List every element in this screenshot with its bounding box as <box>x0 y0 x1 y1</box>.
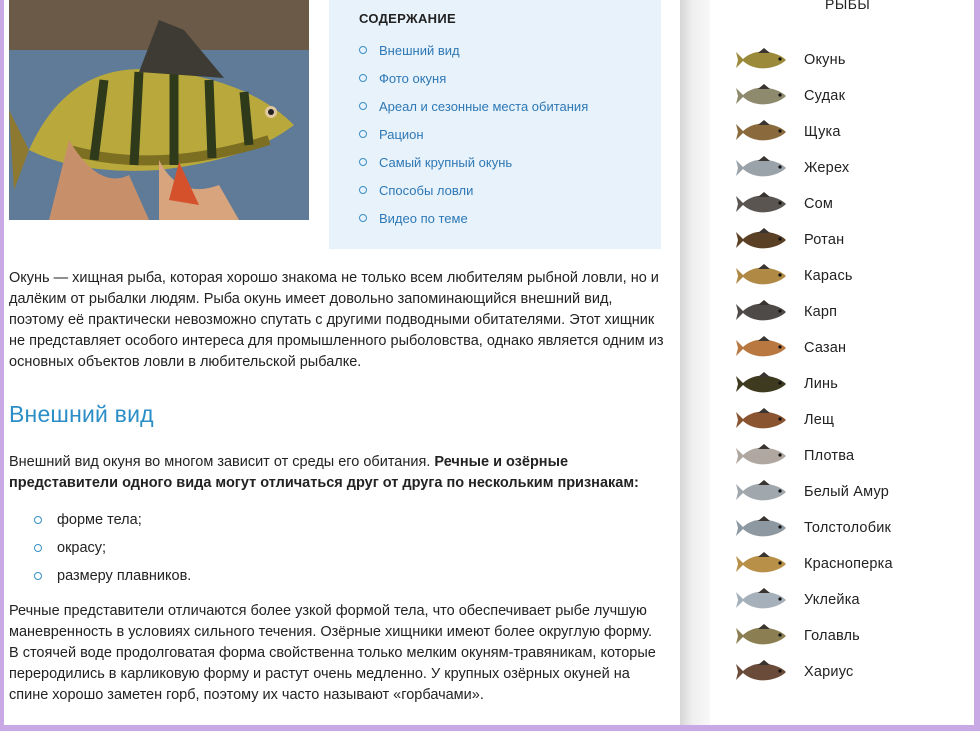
table-of-contents <box>329 0 661 249</box>
appearance-bold-text: Речные и озёрные представители одного вида могут отличаться друг от друга по нескольким признакам: <box>9 454 639 491</box>
fish-name-link[interactable]: Линь <box>804 376 838 392</box>
toc-link[interactable]: Способы ловли <box>379 182 474 198</box>
river-lake-paragraph: Речные представители отличаются более узкой формой тела, что обеспечивает рыбе лучшую маневренность в условиях сильного течения. Озёрные хищники имеют более округлую форму. В стоячей воде продолговатая форма свойственна только мелким окуням-травяникам, которые переродились в карликовую форму и растут очень медленно. У крупных озёрных окуней на спине хорошо заметен горб, поэтому их часто называют «горбачами». <box>9 603 656 703</box>
fish-name-link[interactable]: Толстолобик <box>804 520 892 536</box>
circle-bullet-icon <box>34 544 42 552</box>
fish-icon[interactable] <box>734 81 790 111</box>
circle-bullet-icon <box>359 158 367 166</box>
fish-name-link[interactable]: Сом <box>804 196 834 212</box>
frame-border <box>974 0 980 731</box>
toc-link[interactable]: Самый крупный окунь <box>379 154 513 170</box>
sidebar-item-fish[interactable] <box>734 258 893 294</box>
fish-name-link[interactable]: Сазан <box>804 340 847 356</box>
circle-bullet-icon <box>359 46 367 54</box>
perch-photo-illustration <box>9 0 309 220</box>
toc-item-video[interactable] <box>359 204 588 232</box>
fish-icon[interactable] <box>734 657 790 687</box>
fish-icon[interactable] <box>734 261 790 291</box>
fish-name-link[interactable]: Уклейка <box>804 592 860 608</box>
fish-icon[interactable] <box>734 549 790 579</box>
fish-icon[interactable] <box>734 297 790 327</box>
perch-photo <box>9 0 309 220</box>
article-main <box>4 0 680 725</box>
fish-list <box>734 42 893 690</box>
toc-item-methods[interactable] <box>359 176 588 204</box>
fish-icon[interactable] <box>734 189 790 219</box>
fish-name-link[interactable]: Судак <box>804 88 846 104</box>
toc-link[interactable]: Фото окуня <box>379 70 447 86</box>
circle-bullet-icon <box>359 186 367 194</box>
sidebar-item-fish[interactable] <box>734 618 893 654</box>
fish-name-link[interactable]: Хариус <box>804 664 854 680</box>
sidebar-item-fish[interactable] <box>734 366 893 402</box>
sidebar-item-fish[interactable] <box>734 294 893 330</box>
fish-name-link[interactable]: Лещ <box>804 412 835 428</box>
list-item <box>34 562 191 590</box>
list-item-text: форме тела; <box>57 512 142 528</box>
sidebar-item-fish[interactable] <box>734 150 893 186</box>
toc-link[interactable]: Рацион <box>379 126 424 142</box>
sidebar-item-fish[interactable] <box>734 330 893 366</box>
fish-name-link[interactable]: Красноперка <box>804 556 893 572</box>
toc-link[interactable]: Внешний вид <box>379 42 460 58</box>
intro-paragraph: Окунь — хищная рыба, которая хорошо знакома не только всем любителям рыбной ловли, но и далёким от рыбалки людям. Рыба окунь имеет довольно запоминающийся внешний вид, поэтому её практически невозможно спутать с другими подводными обитателями. Этот хищник не представляет особого интереса для промышленного рыболовства, однако является одним из основных объектов ловли в любительской рыбалке. <box>9 270 664 370</box>
sidebar-item-fish[interactable] <box>734 222 893 258</box>
list-item-text: размеру плавников. <box>57 568 192 584</box>
sidebar-item-fish[interactable] <box>734 654 893 690</box>
fish-icon[interactable] <box>734 117 790 147</box>
sidebar-item-fish[interactable] <box>734 546 893 582</box>
fish-name-link[interactable]: Плотва <box>804 448 855 464</box>
frame-border <box>0 725 980 731</box>
fish-name-link[interactable]: Щука <box>804 124 841 140</box>
fish-icon[interactable] <box>734 369 790 399</box>
sidebar-title: РЫБЫ <box>825 0 871 12</box>
toc-list <box>359 36 588 232</box>
circle-bullet-icon <box>359 102 367 110</box>
column-divider <box>680 0 710 725</box>
circle-bullet-icon <box>359 214 367 222</box>
fish-sidebar <box>710 0 974 725</box>
toc-item-appearance[interactable] <box>359 36 588 64</box>
fish-icon[interactable] <box>734 45 790 75</box>
toc-item-photo[interactable] <box>359 64 588 92</box>
fish-name-link[interactable]: Ротан <box>804 232 845 248</box>
circle-bullet-icon <box>34 572 42 580</box>
toc-title: СОДЕРЖАНИЕ <box>359 11 456 26</box>
fish-icon[interactable] <box>734 585 790 615</box>
appearance-text: Внешний вид окуня во многом зависит от среды его обитания. <box>9 454 435 470</box>
toc-item-diet[interactable] <box>359 120 588 148</box>
toc-link[interactable]: Ареал и сезонные места обитания <box>379 98 589 114</box>
list-item-text: окрасу; <box>57 540 107 556</box>
toc-link[interactable]: Видео по теме <box>379 210 468 226</box>
sidebar-item-fish[interactable] <box>734 474 893 510</box>
fish-name-link[interactable]: Белый Амур <box>804 484 890 500</box>
sidebar-item-fish[interactable] <box>734 114 893 150</box>
fish-name-link[interactable]: Карп <box>804 304 838 320</box>
sidebar-item-fish[interactable] <box>734 438 893 474</box>
toc-item-largest[interactable] <box>359 148 588 176</box>
fish-name-link[interactable]: Карась <box>804 268 853 284</box>
sidebar-item-fish[interactable] <box>734 510 893 546</box>
fish-name-link[interactable]: Окунь <box>804 52 846 68</box>
list-item <box>34 506 191 534</box>
sidebar-item-fish[interactable] <box>734 582 893 618</box>
appearance-paragraph <box>9 452 664 494</box>
circle-bullet-icon <box>359 130 367 138</box>
sidebar-item-fish[interactable] <box>734 78 893 114</box>
fish-name-link[interactable]: Голавль <box>804 628 860 644</box>
toc-item-habitat[interactable] <box>359 92 588 120</box>
fish-icon[interactable] <box>734 333 790 363</box>
circle-bullet-icon <box>359 74 367 82</box>
fish-name-link[interactable]: Жерех <box>804 160 850 176</box>
fish-icon[interactable] <box>734 477 790 507</box>
sidebar-item-fish[interactable] <box>734 42 893 78</box>
fish-icon[interactable] <box>734 513 790 543</box>
fish-icon[interactable] <box>734 441 790 471</box>
sidebar-item-fish[interactable] <box>734 186 893 222</box>
fish-icon[interactable] <box>734 225 790 255</box>
fish-icon[interactable] <box>734 405 790 435</box>
section-heading: Внешний вид <box>9 401 154 427</box>
traits-list <box>34 506 191 590</box>
list-item <box>34 534 191 562</box>
circle-bullet-icon <box>34 516 42 524</box>
sidebar-item-fish[interactable] <box>734 402 893 438</box>
fish-icon[interactable] <box>734 621 790 651</box>
fish-icon[interactable] <box>734 153 790 183</box>
